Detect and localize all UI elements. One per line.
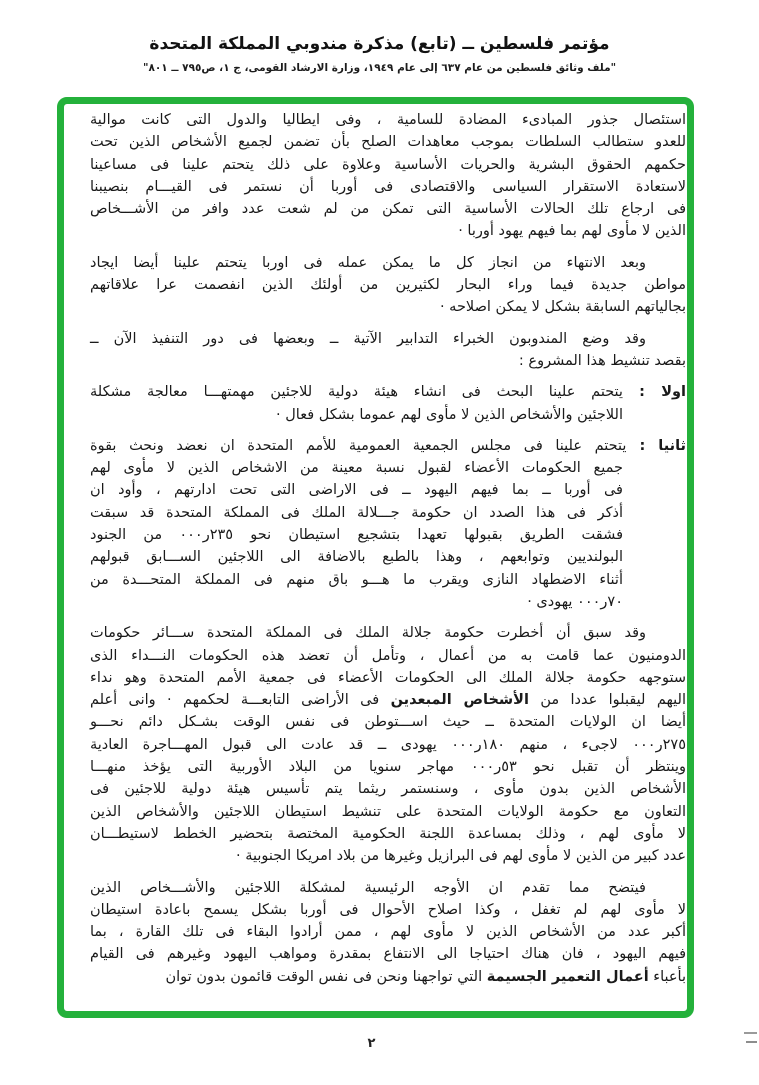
text-line: وينتظر أن تقبل نحو ٥٣ر٠٠٠ مهاجر سنويا من البلاد الأوربية التى يؤخذ منهـــا bbox=[90, 759, 686, 776]
text-line: لاستعادة الاستقرار السياسى والاقتصادى فى أوربا أن نستمر فى القيـــام بنصيبنا bbox=[90, 178, 686, 195]
paragraph bbox=[90, 877, 686, 988]
text-line: أذكر فى هذا الصدد ان حكومة جـــلالة الملك فى المملكة المتحدة قد سبقت bbox=[90, 504, 623, 521]
page-number: ٢ bbox=[367, 1036, 376, 1051]
paragraph bbox=[90, 622, 686, 867]
text-line: للعدو ستطالب السلطات بموجب معاهدات الصلح بأن تضمن لجميع الأشخاص الذين تحت bbox=[90, 134, 686, 151]
text-line: وقد سبق أن أخطرت حكومة جلالة الملك فى المملكة المتحدة ســـائر حكومات bbox=[90, 625, 646, 642]
paragraph bbox=[90, 109, 686, 243]
text-line: لا مأوى لهم لم تغفل ، وكذا اصلاح الأحوال فى أوربا بشكل يسمح باعادة استيطان bbox=[90, 901, 686, 918]
text-line: ٢٧٥ر٠٠٠ لاجىء ، منهم ١٨٠ر٠٠٠ يهودى ــ قد عادت الى قبول المهـــاجرة العادية bbox=[90, 736, 686, 753]
text-line: البولنديين وتوابعهم ، وهذا بالطبع بالاضافة الى اللاجئين الســـابق قبولهم bbox=[90, 549, 623, 566]
text-line: فيتضح مما تقدم ان الأوجه الرئيسية لمشكلة اللاجئين والأشـــخاص الذين bbox=[90, 879, 646, 896]
text-line: ثانيا : يتحتم علينا فى مجلس الجمعية العمومية للأمم المتحدة ان نعضد ونحث بقوة bbox=[90, 437, 686, 454]
text-line: عدد كبير من الذين لا مأوى لهم فى البرازيل وغيرها من بلاد امريكا الجنوبية · bbox=[236, 848, 686, 865]
text-line: استئصال جذور المبادىء المضادة للسامية ، وفى ايطاليا والدول التى كانت موالية bbox=[90, 112, 686, 128]
text-line: بأعباء أعمال التعمير الجسيمة التي تواجهنا ونحن فى نفس الوقت قائمون بدون توان bbox=[165, 968, 686, 985]
scan-artifact bbox=[744, 1032, 757, 1034]
text-line: فى ارجاع تلك الحالات الأساسية التى تمكن من لم شعت عدد وافر من الأشـــخاص bbox=[90, 201, 686, 218]
text-line: لا مأوى لهم ، وذلك بمساعدة اللجنة الحكومية المختصة بتحضير الخطط لاستيطـــان bbox=[90, 825, 686, 842]
text-line: الذين لا مأوى لهم بما فيهم يهود أوربا · bbox=[458, 223, 686, 240]
document-source-citation: "ملف وثائق فلسطين من عام ٦٣٧ إلى عام ١٩٤٩، وزارة الارشاد القومى، ج ١، ص٧٩٥ ــ ٨٠١" bbox=[142, 62, 617, 74]
page-header bbox=[0, 33, 759, 74]
item-label: ثانيا : bbox=[626, 437, 686, 454]
text-line: أثناء الاضطهاد النازى ويقرب ما هـــو باق منهم فى المملكة المتحـــدة من bbox=[90, 571, 623, 588]
text-line: جميع الحكومات الأعضاء لقبول نسبة معينة من الاشخاص الذين لا مأوى لهم bbox=[90, 460, 623, 477]
paragraph bbox=[90, 252, 686, 319]
text-line: اليهم ليقبلوا عددا من الأشخاص المبعدين فى الأراضى التابعـــة لحكمهم · وانى أعلم bbox=[90, 692, 686, 709]
text-line: فى أوربا ــ بما فيهم اليهود ــ فى الاراضى التى تحت ادارتهم ، وأود ان bbox=[90, 482, 623, 499]
text-line: الأشخاص الذين بدون مأوى ، وسنستمر ريثما يتم تأسيس هيئة دولية للاجئين فى bbox=[90, 781, 686, 798]
text-line: أيضا ان الولايات المتحدة ــ حيث اســـتوطن فى نفس الوقت بشـكل دائم نحـــو bbox=[90, 714, 686, 731]
numbered-item bbox=[90, 381, 686, 426]
text-line: بقصد تنشيط هذا المشروع : bbox=[518, 352, 686, 369]
text-line: التعاون مع حكومة الولايات المتحدة على تنشيط استيطان اللاجئين والأشخاص الذين bbox=[90, 803, 686, 820]
text-line: الدومنيون عما قامت به من أعمال ، وتأمل أن تعضد هذه الحكومات النـــداء الذى bbox=[90, 647, 686, 664]
text-line: مواطن جديدة فيما وراء البحار لكثيرين من أولئك الذين انفصمت عرا علاقاتهم bbox=[90, 277, 686, 294]
document-body bbox=[90, 109, 686, 997]
text-line: بجالياتهم السابقة بشكل لا يمكن اصلاحه · bbox=[439, 299, 686, 316]
scan-artifact bbox=[746, 1041, 757, 1043]
text-line: حكمهم الحقوق البشرية والحريات الأساسية وعلاوة على ذلك يتحتم علينا فى مساعينا bbox=[90, 156, 686, 173]
text-line: اولا : يتحتم علينا البحث فى انشاء هيئة دولية للاجئين مهمتهـــا معالجة مشكلة bbox=[90, 384, 686, 401]
text-line: فيهم اليهود ، فان هناك احتياجا الى الانتفاع بمقدرة ومواهب اليهود وغيرهم فى القيام bbox=[90, 946, 686, 963]
text-line: اللاجئين والأشخاص الذين لا مأوى لهم عموما بشكل فعال · bbox=[276, 406, 623, 423]
text-line: فشقت الطريق بقبولها تعهدا بتشجيع استيطان نحو ٢٣٥ر٠٠٠ من الجنود bbox=[90, 527, 623, 544]
text-line: وقد وضع المندوبون الخبراء التدابير الآتية ــ وبعضها فى دور التنفيذ الآن ــ bbox=[90, 330, 646, 347]
text-line: ستوجهه حكومة جلالة الملك الى الحكومات الأعضاء فى جمعية الأمم المتحدة وهو نداء bbox=[90, 669, 686, 686]
item-label: اولا : bbox=[622, 384, 686, 401]
document-title: مؤتمر فلسطين ــ (تابع) مذكرة مندوبي المملكة المتحدة bbox=[149, 34, 610, 54]
text-line: أكبر عدد من الأشخاص الذين لا مأوى لهم ، ممن أرادوا البقاء فى تلك القارة ، بما bbox=[90, 924, 686, 941]
numbered-item bbox=[90, 435, 686, 613]
text-line: ٧٠ر٠٠٠ يهودى · bbox=[527, 593, 623, 610]
paragraph bbox=[90, 328, 686, 373]
text-line: وبعد الانتهاء من انجاز كل ما يمكن عمله فى اوربا يتحتم علينا أيضا ايجاد bbox=[90, 254, 646, 271]
